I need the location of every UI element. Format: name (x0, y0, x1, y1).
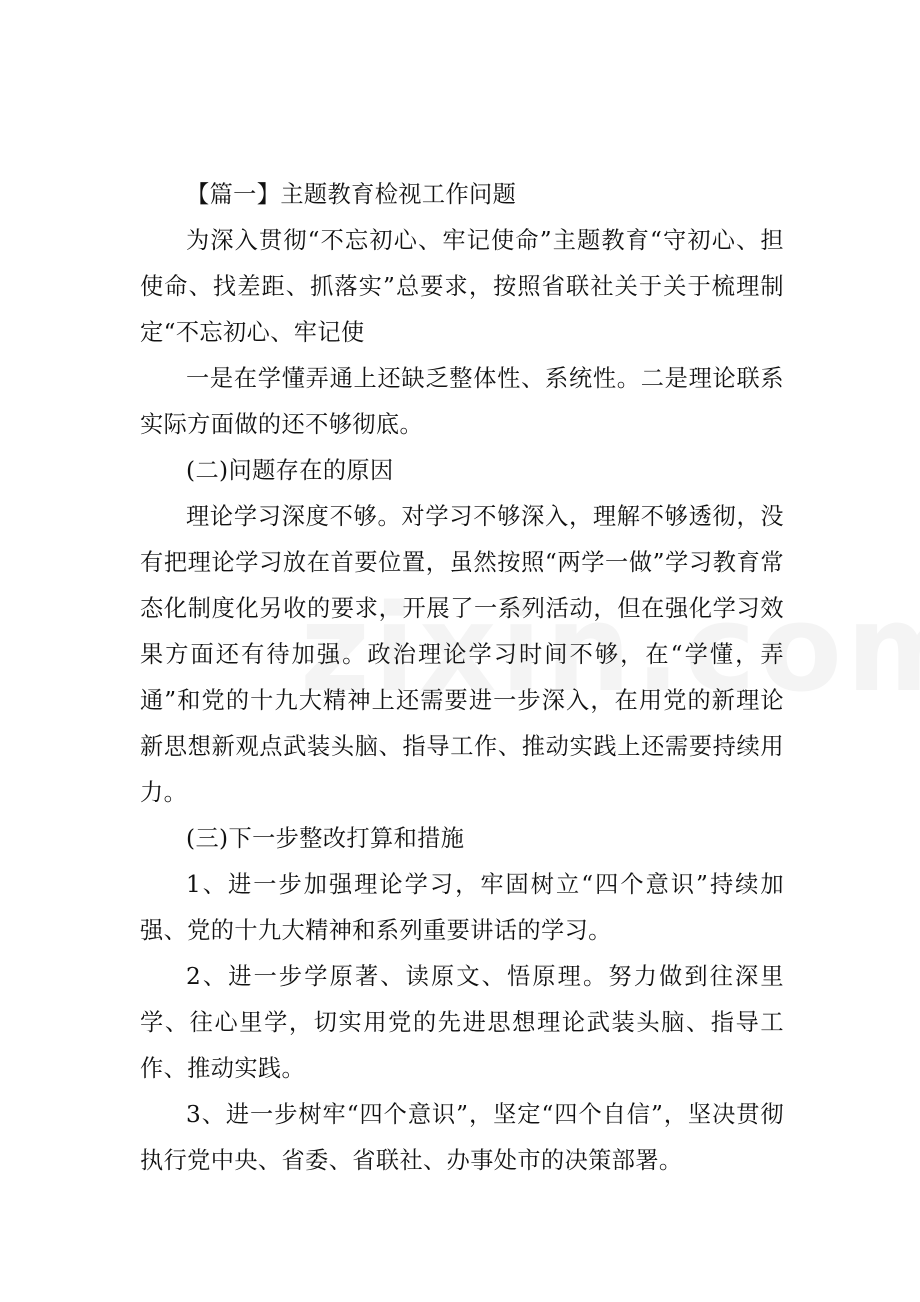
subheading-causes: (二)问题存在的原因 (186, 457, 394, 484)
intro-paragraph: 为深入贯彻“不忘初心、牢记使命”主题教育“守初心、担使命、找差距、抓落实”总要求，按照省联社关于关于梳理制定“不忘初心、牢记使 (140, 227, 784, 346)
section-heading: 【篇一】主题教育检视工作问题 (186, 181, 517, 208)
measure-item-3: 3、进一步树牢“四个意识”，坚定“四个自信”，坚决贯彻执行党中央、省委、省联社、办事处市的决策部署。 (140, 1101, 784, 1174)
document-body (140, 172, 784, 1184)
causes-paragraph: 理论学习深度不够。对学习不够深入，理解不够透彻，没有把理论学习放在首要位置，虽然按照“两学一做”学习教育常态化制度化另收的要求，开展了一系列活动，但在强化学习效果方面还有待加强。政治理论学习时间不够，在“学懂，弄通”和党的十九大精神上还需要进一步深入，在用党的新理论新思想新观点武装头脑、指导工作、推动实践上还需要持续用力。 (140, 503, 784, 806)
measure-item-1: 1、进一步加强理论学习，牢固树立“四个意识”持续加强、党的十九大精神和系列重要讲话的学习。 (140, 871, 784, 944)
measure-item-2: 2、进一步学原著、读原文、悟原理。努力做到往深里学、往心里学，切实用党的先进思想理论武装头脑、指导工作、推动实践。 (140, 963, 784, 1082)
problems-paragraph: 一是在学懂弄通上还缺乏整体性、系统性。二是理论联系实际方面做的还不够彻底。 (140, 365, 784, 438)
subheading-measures: (三)下一步整改打算和措施 (186, 825, 465, 852)
